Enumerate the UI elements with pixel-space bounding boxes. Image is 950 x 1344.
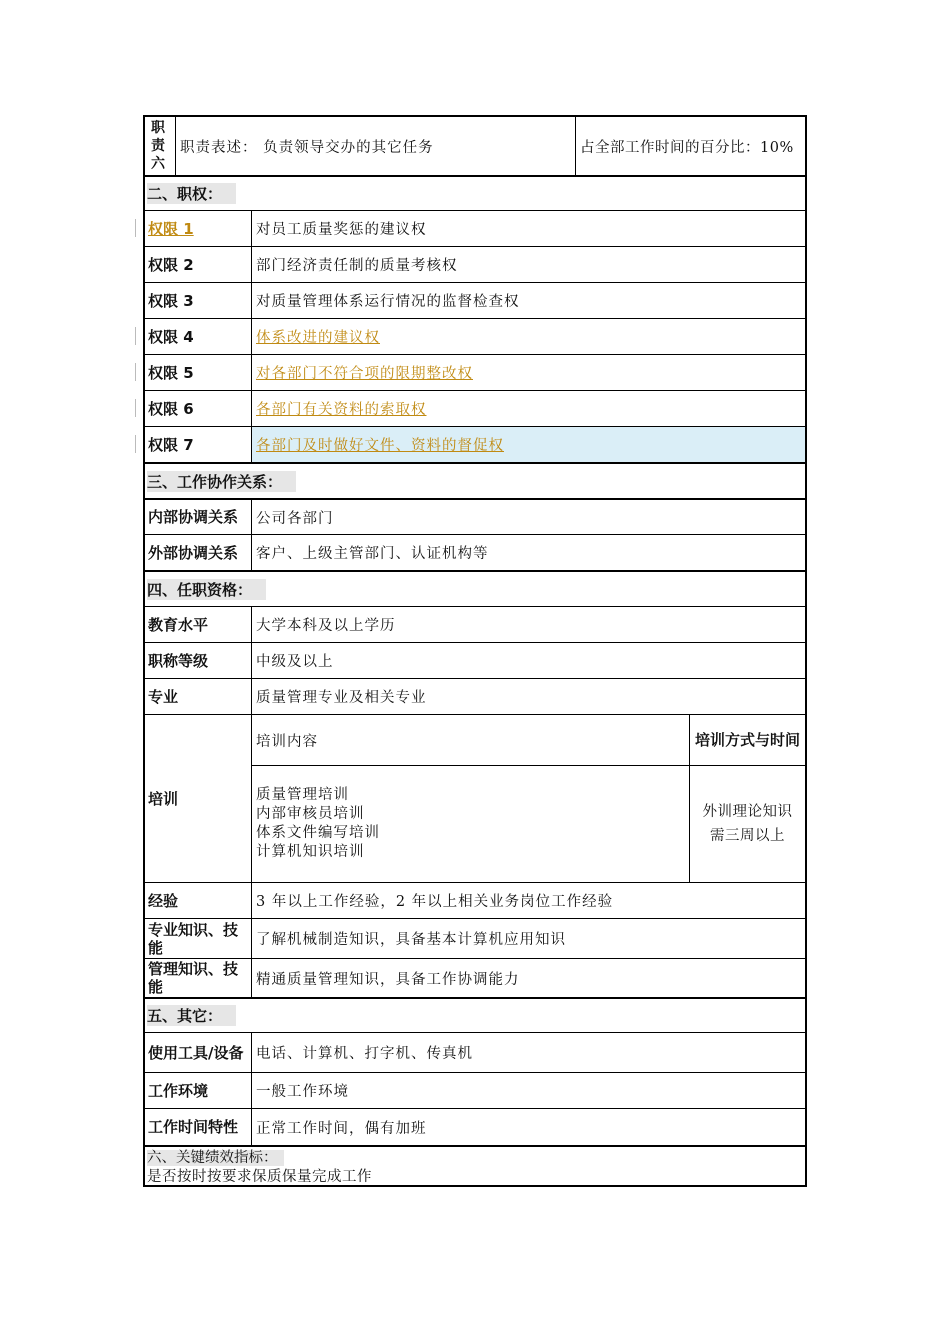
mgmt-skill-value: 精通质量管理知识，具备工作协调能力 — [251, 959, 805, 997]
power-row-6 — [143, 390, 807, 426]
qual-name-title: 职称等级 — [148, 651, 209, 670]
other-row-hours — [143, 1108, 807, 1145]
relation-name-external: 外部协调关系 — [148, 543, 239, 562]
power-name-3: 权限 3 — [148, 291, 194, 310]
section-kpi-value: 是否按时按要求保质保量完成工作 — [147, 1169, 372, 1185]
mgmt-skill-row — [143, 958, 807, 997]
qual-value-major: 质量管理专业及相关专业 — [251, 679, 805, 714]
experience-row — [143, 882, 807, 918]
other-value-environment: 一般工作环境 — [251, 1073, 805, 1108]
section-others-header — [143, 997, 807, 1032]
power-row-5 — [143, 354, 807, 390]
training-item: 计算机知识培训 — [256, 844, 365, 860]
power-name-6: 权限 6 — [148, 399, 194, 418]
training-method-line: 外训理论知识 — [702, 804, 793, 820]
section-kpi-title: 六、关键绩效指标： — [147, 1150, 284, 1166]
other-name-hours: 工作时间特性 — [148, 1118, 239, 1136]
power-name-1[interactable]: 权限 1 — [148, 219, 194, 238]
power-desc-1: 对员工质量奖惩的建议权 — [251, 211, 805, 246]
duty-six-row — [143, 115, 807, 175]
section-cooperation-header — [143, 462, 807, 498]
mgmt-skill-label: 管理知识、技能 — [148, 960, 239, 996]
job-description-table — [143, 115, 807, 1187]
other-value-tools: 电话、计算机、打字机、传真机 — [251, 1033, 805, 1072]
section-others-title: 五、其它： — [147, 1005, 236, 1026]
training-item: 体系文件编写培训 — [256, 825, 380, 841]
training-label: 培训 — [148, 789, 179, 808]
prof-skill-label: 专业知识、技能 — [148, 920, 239, 957]
power-desc-6[interactable]: 各部门有关资料的索取权 — [251, 391, 805, 426]
experience-value: 3 年以上工作经验，2 年以上相关业务岗位工作经验 — [251, 883, 805, 918]
section-powers-title: 二、职权： — [147, 183, 236, 204]
other-value-hours: 正常工作时间，偶有加班 — [251, 1109, 805, 1145]
training-method-line: 需三周以上 — [710, 828, 785, 844]
qual-name-education: 教育水平 — [148, 615, 209, 634]
power-desc-2: 部门经济责任制的质量考核权 — [251, 247, 805, 282]
training-method-value — [689, 766, 805, 882]
power-row-7 — [143, 426, 807, 462]
other-row-environment — [143, 1072, 807, 1108]
power-row-1 — [143, 210, 807, 246]
relation-row-external — [143, 534, 807, 570]
other-name-tools: 使用工具/设备 — [148, 1043, 244, 1062]
training-item: 内部审核员培训 — [256, 806, 365, 822]
power-row-4 — [143, 318, 807, 354]
power-name-5: 权限 5 — [148, 363, 194, 382]
duty-six-percentage: 占全部工作时间的百分比：10% — [575, 117, 805, 175]
section-cooperation-title: 三、工作协作关系： — [147, 471, 296, 492]
section-qualifications-title: 四、任职资格： — [147, 579, 266, 600]
power-row-2 — [143, 246, 807, 282]
power-row-3 — [143, 282, 807, 318]
prof-skill-value: 了解机械制造知识，具备基本计算机应用知识 — [251, 919, 805, 958]
section-qualifications-header — [143, 570, 807, 606]
relation-value-internal: 公司各部门 — [251, 500, 805, 534]
power-desc-3: 对质量管理体系运行情况的监督检查权 — [251, 283, 805, 318]
power-name-7: 权限 7 — [148, 435, 194, 454]
qual-row-title — [143, 642, 807, 678]
qual-row-major — [143, 678, 807, 714]
training-content-list — [256, 786, 380, 862]
relation-name-internal: 内部协调关系 — [148, 508, 239, 526]
power-desc-4[interactable]: 体系改进的建议权 — [251, 319, 805, 354]
duty-six-label: 职责六 — [151, 120, 165, 172]
training-row — [143, 714, 807, 882]
section-powers-header — [143, 175, 807, 210]
training-item: 质量管理培训 — [256, 787, 349, 803]
duty-six-description: 职责表述： 负责领导交办的其它任务 — [175, 117, 575, 175]
qual-name-major: 专业 — [148, 687, 179, 706]
training-content-header: 培训内容 — [256, 733, 318, 750]
relation-row-internal — [143, 498, 807, 534]
power-name-4: 权限 4 — [148, 327, 194, 346]
power-name-2: 权限 2 — [148, 255, 194, 274]
qual-value-education: 大学本科及以上学历 — [251, 607, 805, 642]
prof-skill-row — [143, 918, 807, 958]
other-name-environment: 工作环境 — [148, 1081, 209, 1100]
qual-row-education — [143, 606, 807, 642]
section-kpi — [143, 1145, 807, 1187]
power-desc-5[interactable]: 对各部门不符合项的限期整改权 — [251, 355, 805, 390]
relation-value-external: 客户、上级主管部门、认证机构等 — [251, 535, 805, 570]
experience-label: 经验 — [148, 891, 179, 910]
qual-value-title: 中级及以上 — [251, 643, 805, 678]
other-row-tools — [143, 1032, 807, 1072]
power-desc-7[interactable]: 各部门及时做好文件、资料的督促权 — [251, 427, 805, 462]
training-method-header: 培训方式与时间 — [689, 715, 805, 765]
